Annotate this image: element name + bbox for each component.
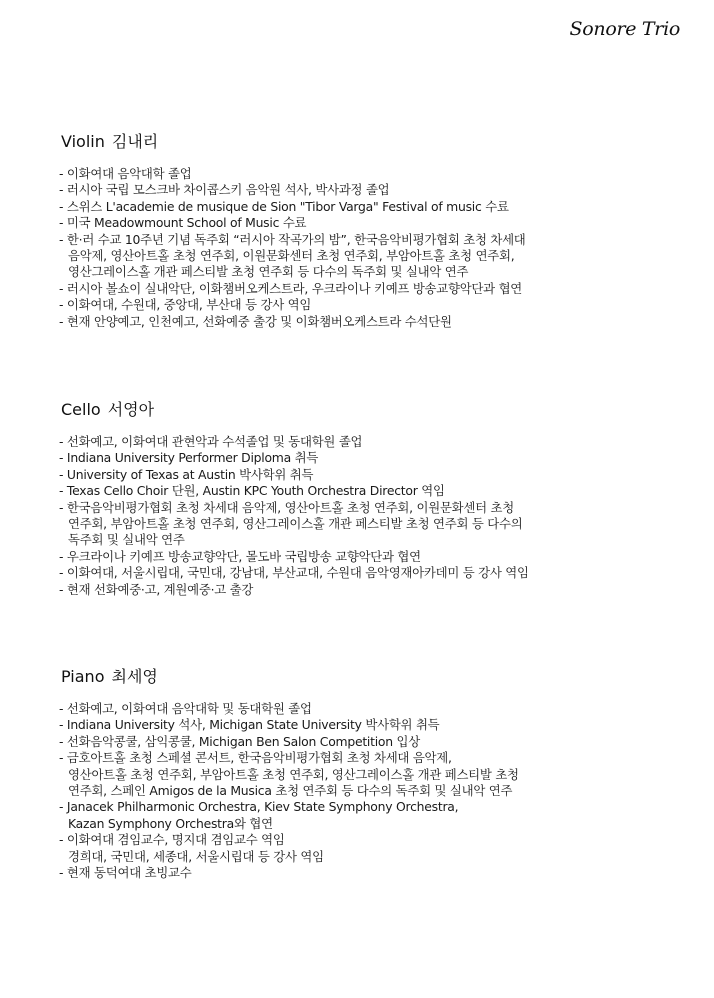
bio-line: - 미국 Meadowmount School of Music 수료 xyxy=(59,215,307,231)
bio-item xyxy=(59,281,679,297)
bio-item xyxy=(59,717,679,733)
bio-line-continuation: Kazan Symphony Orchestra와 협연 xyxy=(68,815,273,831)
bio-line: - 선화예고, 이화여대 음악대학 및 동대학원 졸업 xyxy=(59,701,312,716)
bio-line-continuation: 영산그레이스홀 개관 페스티발 초청 연주회 등 다수의 독주회 및 실내악 연주 xyxy=(68,264,469,280)
bio-line: - 선화음악콩쿨, 삼익콩쿨, Michigan Ben Salon Competition 입상 xyxy=(59,733,420,749)
bio-line: - 금호아트홀 초청 스페셜 콘서트, 한국음악비평가협회 초청 차세대 음악제, xyxy=(59,750,452,766)
bio-item xyxy=(59,565,679,581)
bio-item xyxy=(59,549,679,565)
bio-item xyxy=(59,450,679,466)
bio-line-continuation: 독주회 및 실내악 연주 xyxy=(68,532,185,548)
section-violin xyxy=(59,129,679,330)
performer-name: 최세영 xyxy=(111,667,158,686)
bio-list xyxy=(59,701,679,881)
bio-line: - 선화예고, 이화여대 관현악과 수석졸업 및 동대학원 졸업 xyxy=(59,434,363,449)
bio-line-continuation: 음악제, 영산아트홀 초청 연주회, 이원문화센터 초청 연주회, 부암아트홀 초청 연주회, xyxy=(68,248,515,264)
bio-line: - 한국음악비평가협회 초청 차세대 음악제, 영산아트홀 초청 연주회, 이원문화센터 초청 xyxy=(59,499,514,515)
bio-item xyxy=(59,582,679,598)
bio-item xyxy=(59,701,679,717)
bio-line-continuation: 연주회, 스페인 Amigos de la Musica 초청 연주회 등 다수의 독주회 및 실내악 연주 xyxy=(68,783,513,799)
instrument-label: Cello xyxy=(61,400,101,419)
bio-line: - Indiana University Performer Diploma 취득 xyxy=(59,450,319,466)
bio-item xyxy=(59,166,679,182)
section-heading xyxy=(61,664,679,687)
bio-item xyxy=(59,750,679,799)
performer-name: 서영아 xyxy=(107,400,155,419)
bio-line: - 현재 선화예중·고, 계원예중·고 출강 xyxy=(59,581,254,597)
bio-list xyxy=(59,434,679,598)
bio-line-continuation: 영산아트홀 초청 연주회, 부암아트홀 초청 연주회, 영산그레이스홀 개관 페스티발 초청 xyxy=(68,766,519,782)
bio-line-continuation: 경희대, 국민대, 세종대, 서울시립대 등 강사 역임 xyxy=(68,848,324,864)
bio-item xyxy=(59,314,679,330)
section-cello xyxy=(59,397,679,598)
bio-line: - 이화여대 음악대학 졸업 xyxy=(59,166,192,181)
bio-line: - 러시아 국립 모스크바 차이콥스키 음악원 석사, 박사과정 졸업 xyxy=(59,182,390,198)
bio-item xyxy=(59,232,679,281)
bio-line-continuation: 연주회, 부암아트홀 초청 연주회, 영산그레이스홀 개관 페스티발 초청 연주회 등 다수의 xyxy=(68,516,523,532)
bio-line: - Janacek Philharmonic Orchestra, Kiev State Symphony Orchestra, xyxy=(59,799,459,815)
instrument-label: Piano xyxy=(61,667,105,686)
bio-item xyxy=(59,297,679,313)
bio-item xyxy=(59,434,679,450)
bio-line: - 이화여대, 서울시립대, 국민대, 강남대, 부산교대, 수원대 음악영재아카데미 등 강사 역임 xyxy=(59,565,529,581)
bio-item xyxy=(59,832,679,865)
bio-line: - 이화여대, 수원대, 중앙대, 부산대 등 강사 역임 xyxy=(59,297,312,313)
bio-line: - 스위스 L'academie de musique de Sion "Tibor Varga" Festival of music 수료 xyxy=(59,198,509,214)
bio-list xyxy=(59,166,679,330)
bio-line: - 한·러 수교 10주년 기념 독주회 “러시아 작곡가의 밤”, 한국음악비평가협회 초청 차세대 xyxy=(59,231,526,247)
bio-item xyxy=(59,734,679,750)
section-piano xyxy=(59,664,679,881)
bio-line: - 이화여대 겸임교수, 명지대 겸임교수 역임 xyxy=(59,832,285,848)
bio-line: - 러시아 볼쇼이 실내악단, 이화챔버오케스트라, 우크라이나 키예프 방송교향악단과 협연 xyxy=(59,280,523,296)
bio-item xyxy=(59,182,679,198)
performer-name: 김내리 xyxy=(111,132,159,151)
bio-item xyxy=(59,500,679,549)
bio-item xyxy=(59,199,679,215)
brand-title: Sonore Trio xyxy=(569,18,680,40)
bio-item xyxy=(59,483,679,499)
bio-line: - Indiana University 석사, Michigan State University 박사학위 취득 xyxy=(59,717,440,733)
bio-line: - 우크라이나 키예프 방송교향악단, 몰도바 국립방송 교향악단과 협연 xyxy=(59,548,421,564)
bio-line: - University of Texas at Austin 박사학위 취득 xyxy=(59,466,314,482)
bio-line: - Texas Cello Choir 단원, Austin KPC Youth Orchestra Director 역임 xyxy=(59,483,445,499)
bio-item xyxy=(59,865,679,881)
bio-item xyxy=(59,467,679,483)
section-heading xyxy=(61,129,679,152)
instrument-label: Violin xyxy=(61,132,105,151)
bio-item xyxy=(59,215,679,231)
bio-line: - 현재 안양예고, 인천예고, 선화예중 출강 및 이화챔버오케스트라 수석단원 xyxy=(59,313,452,329)
section-heading xyxy=(61,397,679,420)
bio-item xyxy=(59,799,679,832)
bio-line: - 현재 동덕여대 초빙교수 xyxy=(59,865,192,881)
